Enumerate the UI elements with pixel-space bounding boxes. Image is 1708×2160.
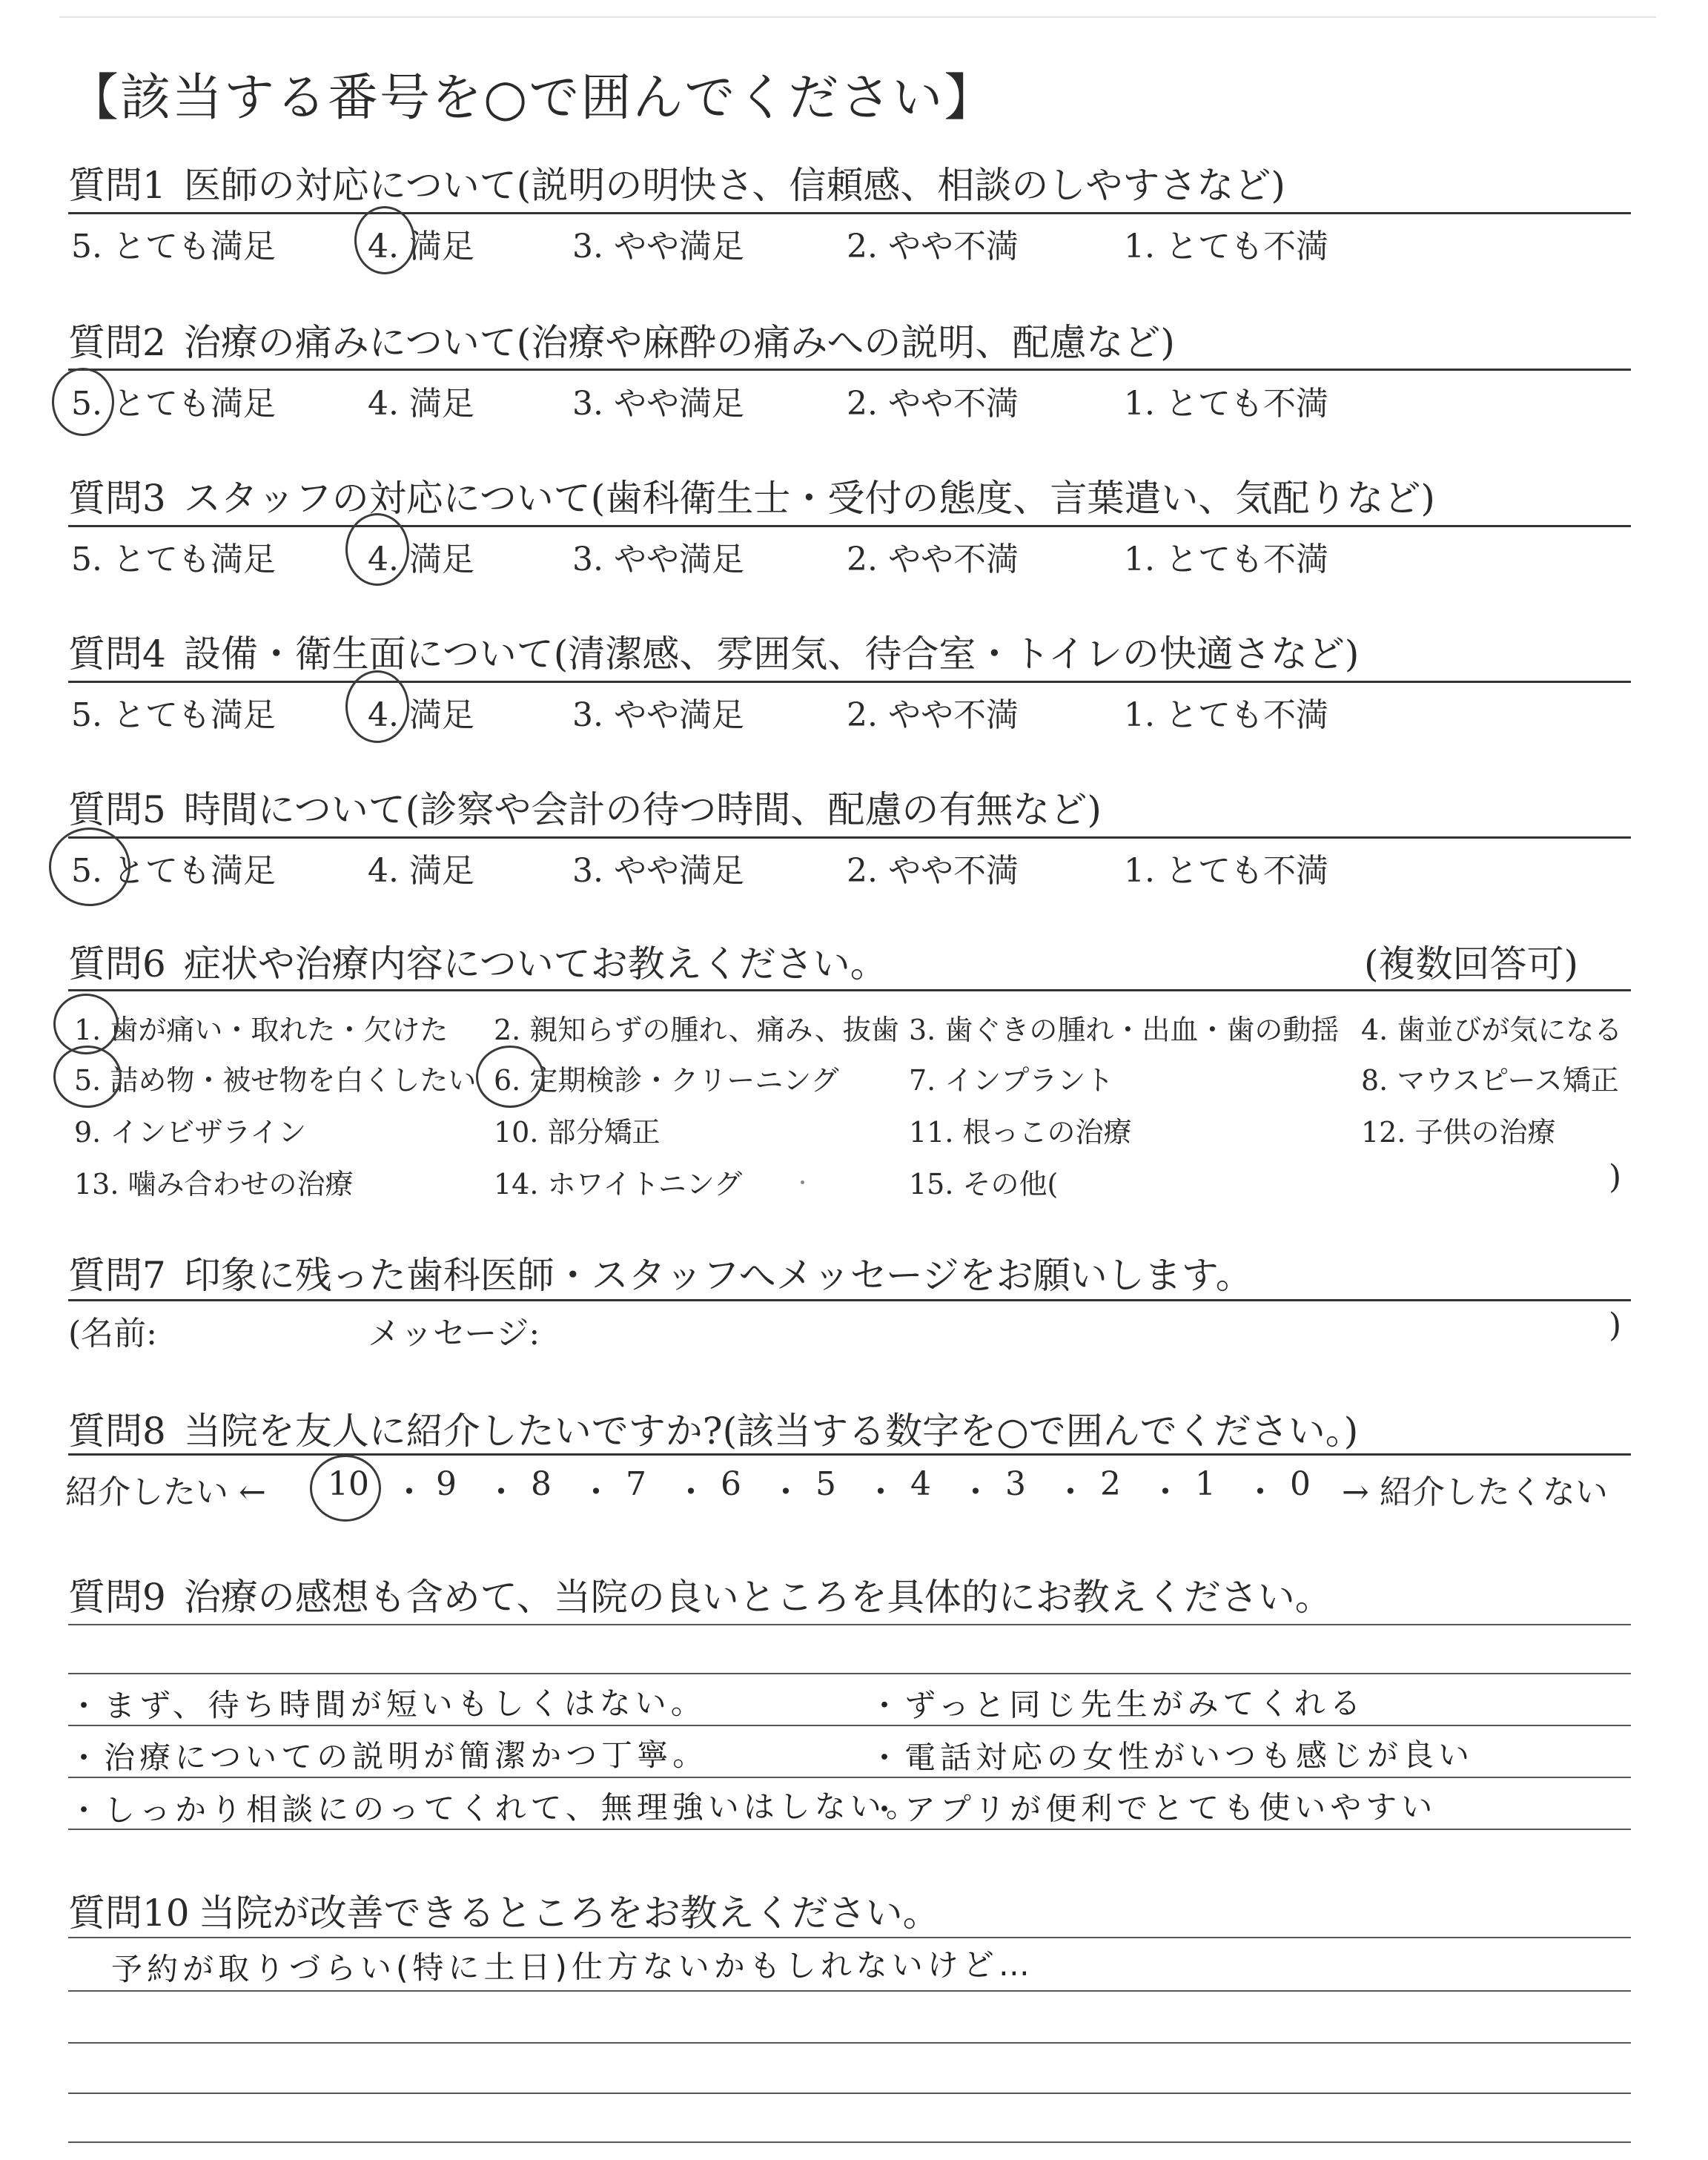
q6-option-3[interactable]: 3. 歯ぐきの腫れ・出血・歯の動揺 — [909, 1014, 1340, 1046]
q8-scale-sep: ・ — [864, 1473, 897, 1511]
q8-scale-sep: ・ — [1054, 1473, 1087, 1511]
q1-option-3[interactable]: 3. やや満足 — [572, 228, 744, 265]
question-1-number: 質問1 — [68, 164, 166, 207]
q2-option-1[interactable]: 1. とても不満 — [1124, 385, 1328, 423]
q1-option-2[interactable]: 2. やや不満 — [847, 228, 1019, 265]
q4-option-2[interactable]: 2. やや不満 — [847, 696, 1019, 734]
q9-answer-5: ・しっかり相談にのってくれて、無理強いはしない。 — [67, 1787, 921, 1829]
q2-option-4[interactable]: 4. 満足 — [368, 385, 474, 423]
q8-scale-2[interactable]: 2 — [1100, 1465, 1121, 1503]
q1-option-5[interactable]: 5. とても満足 — [71, 228, 276, 265]
question-2-rule — [68, 369, 1631, 371]
q4-option-1[interactable]: 1. とても不満 — [1124, 696, 1328, 734]
q7-message-label: メッセージ: — [368, 1315, 540, 1353]
q4-option-5[interactable]: 5. とても満足 — [71, 696, 276, 734]
question-6-title — [68, 934, 887, 988]
q3-selected-circle — [345, 513, 409, 586]
question-6-text: 症状や治療内容についてお教えください。 — [183, 942, 887, 985]
q6-selected-circle-6 — [476, 1046, 544, 1108]
answer-line — [68, 1673, 1631, 1674]
q2-option-5[interactable]: 5. とても満足 — [71, 385, 276, 423]
question-4-title — [68, 624, 1359, 678]
q5-option-3[interactable]: 3. やや満足 — [572, 852, 744, 890]
question-3-text: スタッフの対応について(歯科衛生士・受付の態度、言葉遣い、気配りなど) — [183, 477, 1435, 520]
q2-option-3[interactable]: 3. やや満足 — [572, 385, 744, 423]
q8-scale-1[interactable]: 1 — [1195, 1465, 1216, 1503]
q6-option-8[interactable]: 8. マウスピース矯正 — [1361, 1064, 1619, 1097]
question-3-number: 質問3 — [68, 477, 166, 520]
q3-option-3[interactable]: 3. やや満足 — [572, 541, 744, 578]
q6-option-1[interactable]: 1. 歯が痛い・取れた・欠けた — [74, 1014, 448, 1046]
answer-line — [68, 2042, 1631, 2044]
q5-option-4[interactable]: 4. 満足 — [368, 852, 474, 890]
q7-close-paren: ) — [1609, 1307, 1622, 1344]
question-5-number: 質問5 — [68, 788, 166, 831]
q4-option-4[interactable]: 4. 満足 — [368, 696, 474, 734]
q8-scale-sep: ・ — [485, 1473, 517, 1511]
q8-scale-10[interactable]: 10 — [328, 1465, 369, 1503]
question-7-text: 印象に残った歯科医師・スタッフへメッセージをお願いします。 — [183, 1254, 1253, 1297]
q8-scale-sep: ・ — [959, 1473, 992, 1511]
q8-scale-sep: ・ — [769, 1473, 802, 1511]
q3-option-5[interactable]: 5. とても満足 — [71, 541, 276, 578]
q9-answer-2: ・ずっと同じ先生がみてくれる — [868, 1685, 1366, 1724]
q8-right-label: → 紹介したくない — [1342, 1473, 1608, 1511]
q9-answer-6: ・アプリが便利でとても使いやすい — [868, 1788, 1437, 1829]
answer-line — [68, 2141, 1631, 2143]
question-9-number: 質問9 — [68, 1576, 166, 1619]
q1-option-4[interactable]: 4. 満足 — [368, 228, 474, 265]
q10-answer: 予約が取りづらい(特に土日)仕方ないかもしれないけど… — [110, 1946, 1034, 1988]
question-10-title — [68, 1883, 940, 1937]
question-9-text: 治療の感想も含めて、当院の良いところを具体的にお教えください。 — [183, 1576, 1332, 1619]
q5-option-5[interactable]: 5. とても満足 — [71, 852, 276, 890]
question-2-text: 治療の痛みについて(治療や麻酔の痛みへの説明、配慮など) — [183, 321, 1175, 364]
q8-scale-sep: ・ — [675, 1473, 707, 1511]
q8-scale-7[interactable]: 7 — [626, 1465, 646, 1503]
q3-option-1[interactable]: 1. とても不満 — [1124, 541, 1328, 578]
question-8-number: 質問8 — [68, 1410, 166, 1453]
question-1-text: 医師の対応について(説明の明快さ、信頼感、相談のしやすさなど) — [183, 164, 1285, 207]
q6-other-close-paren: ) — [1609, 1158, 1622, 1196]
q6-option-6[interactable]: 6. 定期検診・クリーニング — [494, 1064, 839, 1097]
q8-scale-9[interactable]: 9 — [436, 1465, 457, 1503]
question-2-number: 質問2 — [68, 321, 166, 364]
q6-option-13[interactable]: 13. 噛み合わせの治療 — [74, 1168, 354, 1200]
question-1-rule — [68, 212, 1631, 214]
question-7-rule — [68, 1299, 1631, 1301]
q6-option-12[interactable]: 12. 子供の治療 — [1361, 1116, 1556, 1149]
question-6-rule — [68, 989, 1631, 991]
question-10-text: 当院が改善できるところをお教えください。 — [198, 1892, 940, 1935]
question-4-number: 質問4 — [68, 633, 166, 676]
question-6-number: 質問6 — [68, 942, 166, 985]
question-3-title — [68, 469, 1435, 522]
q1-option-1[interactable]: 1. とても不満 — [1124, 228, 1328, 265]
q6-option-14[interactable]: 14. ホワイトニング — [494, 1168, 743, 1200]
q3-option-2[interactable]: 2. やや不満 — [847, 541, 1019, 578]
q5-option-2[interactable]: 2. やや不満 — [847, 852, 1019, 890]
question-5-title — [68, 780, 1102, 833]
q6-option-4[interactable]: 4. 歯並びが気になる — [1361, 1014, 1623, 1046]
q9-answer-3: ・治療についての説明が簡潔かつ丁寧。 — [67, 1736, 709, 1777]
question-7-title — [68, 1246, 1253, 1299]
question-5-rule — [68, 836, 1631, 839]
question-7-number: 質問7 — [68, 1254, 166, 1297]
paper-speck — [801, 1180, 804, 1184]
q8-scale-6[interactable]: 6 — [721, 1465, 741, 1503]
question-10-rule — [68, 1937, 1631, 1938]
q8-selected-circle — [310, 1455, 381, 1522]
question-10-number: 質問10 — [68, 1892, 190, 1935]
q5-option-1[interactable]: 1. とても不満 — [1124, 852, 1328, 890]
q2-option-2[interactable]: 2. やや不満 — [847, 385, 1019, 423]
question-8-rule — [68, 1453, 1631, 1456]
q8-scale-3[interactable]: 3 — [1005, 1465, 1026, 1503]
q9-answer-4: ・電話対応の女性がいつも感じが良い — [868, 1736, 1474, 1777]
question-8-title — [68, 1401, 1358, 1455]
question-6-note: (複数回答可) — [1364, 942, 1579, 985]
question-4-text: 設備・衛生面について(清潔感、雰囲気、待合室・トイレの快適さなど) — [183, 633, 1360, 676]
q8-scale-4[interactable]: 4 — [910, 1465, 931, 1503]
q6-option-7[interactable]: 7. インプラント — [909, 1064, 1114, 1097]
q6-option-5[interactable]: 5. 詰め物・被せ物を白くしたい — [74, 1064, 477, 1097]
q2-selected-circle — [52, 368, 114, 436]
q8-scale-sep: ・ — [1244, 1473, 1277, 1511]
question-9-title — [68, 1568, 1332, 1621]
page-heading: 【該当する番号を○で囲んでください】 — [68, 69, 996, 128]
question-2-title — [68, 313, 1175, 366]
q6-selected-circle-5 — [53, 1046, 122, 1108]
question-4-rule — [68, 681, 1631, 683]
q8-scale-sep: ・ — [1149, 1473, 1182, 1511]
question-3-rule — [68, 525, 1631, 527]
q6-option-15[interactable]: 15. その他( — [909, 1168, 1059, 1200]
q8-scale-5[interactable]: 5 — [815, 1465, 836, 1503]
q6-option-10[interactable]: 10. 部分矯正 — [494, 1116, 661, 1149]
q6-option-11[interactable]: 11. 根っこの治療 — [909, 1116, 1132, 1149]
question-8-text: 当院を友人に紹介したいですか?(該当する数字を○で囲んでください。) — [183, 1410, 1359, 1453]
answer-line — [68, 2093, 1631, 2094]
q1-selected-circle — [354, 206, 415, 274]
q7-name-label: (名前: — [68, 1315, 157, 1353]
top-edge-line — [59, 16, 1656, 18]
q4-selected-circle — [345, 670, 409, 743]
q8-scale-sep: ・ — [393, 1473, 426, 1511]
q3-option-4[interactable]: 4. 満足 — [368, 541, 474, 578]
question-9-rule — [68, 1624, 1631, 1625]
q4-option-3[interactable]: 3. やや満足 — [572, 696, 744, 734]
question-1-title — [68, 156, 1285, 209]
q8-scale-8[interactable]: 8 — [531, 1465, 552, 1503]
answer-line — [68, 1990, 1631, 1992]
q6-option-9[interactable]: 9. インビザライン — [74, 1116, 307, 1149]
q8-left-label: 紹介したい ← — [65, 1473, 266, 1511]
q5-selected-circle — [49, 828, 130, 906]
q6-option-2[interactable]: 2. 親知らずの腫れ、痛み、抜歯 — [494, 1014, 899, 1046]
question-5-text: 時間について(診察や会計の待つ時間、配慮の有無など) — [183, 788, 1102, 831]
q8-scale-0[interactable]: 0 — [1290, 1465, 1311, 1503]
q8-scale-sep: ・ — [580, 1473, 612, 1511]
q9-answer-1: ・まず、待ち時間が短いもしくはない。 — [67, 1684, 706, 1725]
